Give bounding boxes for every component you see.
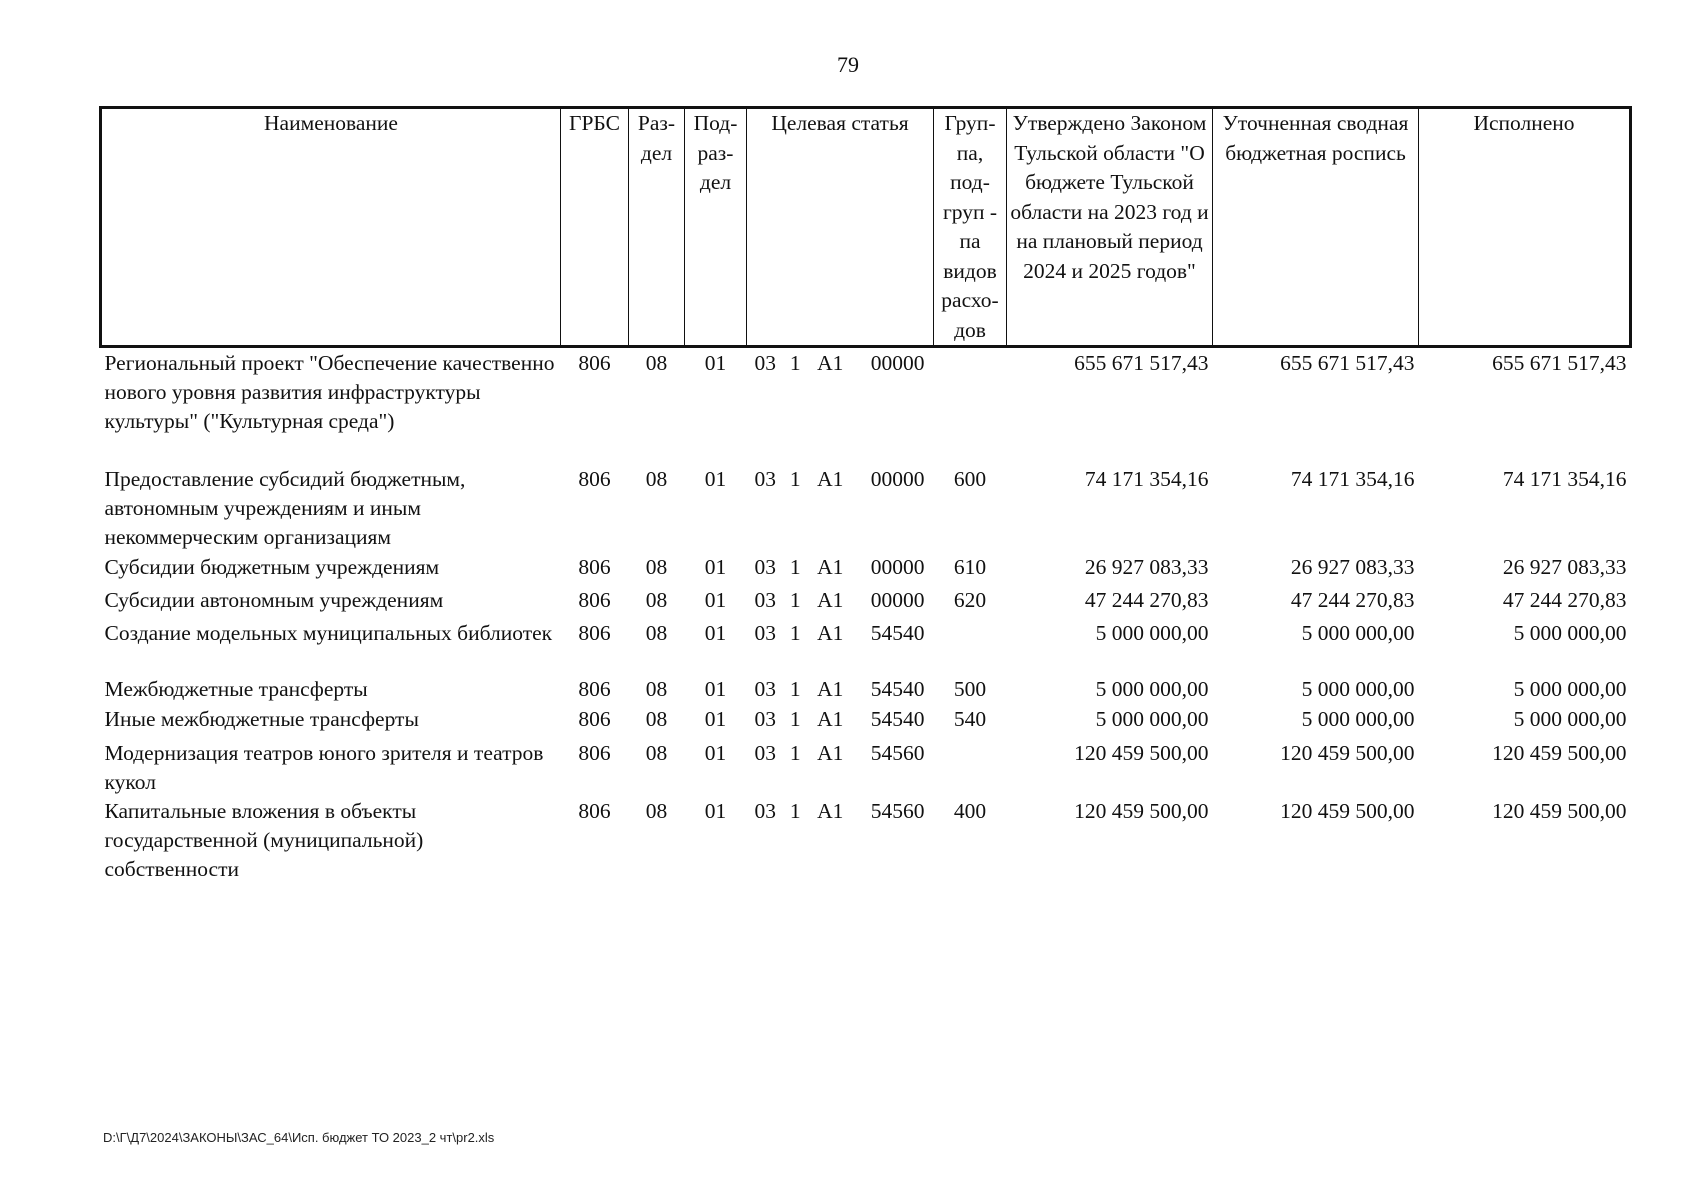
row-name: Создание модельных муниципальных библиотек [104, 620, 553, 645]
row-refined: 5 000 000,00 [1301, 620, 1415, 645]
page-number: 79 [837, 52, 859, 77]
target-subprogram: 1 [789, 466, 801, 491]
row-approved: 120 459 500,00 [1074, 740, 1209, 765]
row-approved: 655 671 517,43 [1074, 351, 1209, 375]
row-approved: 5 000 000,00 [1095, 706, 1209, 731]
target-direction: 54560 [870, 798, 925, 823]
target-program: 03 [754, 706, 776, 731]
target-subprogram: 1 [789, 676, 801, 701]
row-razdel: 08 [645, 706, 668, 731]
row-grbs: 806 [578, 466, 611, 491]
row-executed: 655 671 517,43 [1492, 351, 1627, 375]
row-approved: 26 927 083,33 [1084, 554, 1209, 579]
row-target [747, 553, 934, 586]
row-razdel: 08 [645, 351, 668, 375]
row-group [934, 739, 1007, 797]
row-name: Модернизация театров юного зрителя и театров кукол [104, 740, 544, 794]
row-target [747, 675, 934, 705]
row-group: 540 [953, 706, 987, 731]
table-row [101, 675, 1631, 705]
target-subprogram: 1 [789, 740, 801, 765]
row-name: Субсидии автономным учреждениям [104, 587, 444, 612]
header-approved: Утверждено Законом Тульской области "О бюджете Тульской области на 2023 год и на плановый период 2024 и 2025 годов" [1007, 108, 1213, 347]
target-direction: 54540 [870, 706, 925, 731]
row-refined: 5 000 000,00 [1301, 706, 1415, 731]
table-row [101, 465, 1631, 553]
row-podrazdel: 01 [704, 587, 727, 612]
row-refined: 47 244 270,83 [1290, 587, 1415, 612]
row-grbs: 806 [578, 554, 611, 579]
target-project: А1 [817, 554, 844, 579]
target-subprogram: 1 [789, 351, 801, 375]
row-executed: 47 244 270,83 [1502, 587, 1627, 612]
row-approved: 5 000 000,00 [1095, 676, 1209, 701]
target-program: 03 [754, 676, 776, 701]
target-project: А1 [817, 706, 844, 731]
row-podrazdel: 01 [704, 676, 727, 701]
target-program: 03 [754, 798, 776, 823]
row-podrazdel: 01 [704, 740, 727, 765]
target-program: 03 [754, 587, 776, 612]
row-group: 620 [953, 587, 987, 612]
target-subprogram: 1 [789, 587, 801, 612]
target-direction: 00000 [870, 351, 925, 375]
row-target [747, 586, 934, 619]
row-approved: 74 171 354,16 [1084, 466, 1209, 491]
row-razdel: 08 [645, 740, 668, 765]
row-refined: 74 171 354,16 [1290, 466, 1415, 491]
budget-table [99, 106, 1632, 884]
target-subprogram: 1 [789, 554, 801, 579]
table-row [101, 586, 1631, 619]
row-refined: 655 671 517,43 [1280, 351, 1415, 375]
table-row [101, 347, 1631, 465]
row-name: Капитальные вложения в объекты государственной (муниципальной) собственности [104, 798, 424, 881]
target-project: А1 [817, 620, 844, 645]
table-header-row [101, 108, 1631, 347]
row-razdel: 08 [645, 554, 668, 579]
row-podrazdel: 01 [704, 466, 727, 491]
row-executed: 120 459 500,00 [1492, 740, 1627, 765]
header-grbs: ГРБС [561, 108, 629, 347]
row-approved: 47 244 270,83 [1084, 587, 1209, 612]
target-direction: 00000 [870, 587, 925, 612]
row-group: 500 [953, 676, 987, 701]
row-refined: 120 459 500,00 [1280, 798, 1415, 823]
target-subprogram: 1 [789, 620, 801, 645]
row-podrazdel: 01 [704, 554, 727, 579]
row-target [747, 797, 934, 884]
table-row [101, 797, 1631, 884]
header-executed: Исполнено [1419, 108, 1631, 347]
target-subprogram: 1 [789, 706, 801, 731]
row-target [747, 347, 934, 465]
footer-file-path: D:\Г\Д7\2024\ЗАКОНЫ\ЗАС_64\Исп. бюджет ТО 2023_2 чт\pr2.xls [103, 1130, 495, 1145]
table-row [101, 705, 1631, 739]
target-project: А1 [817, 587, 844, 612]
row-grbs: 806 [578, 706, 611, 731]
header-razdel: Раз-дел [629, 108, 685, 347]
row-group: 610 [953, 554, 987, 579]
target-program: 03 [754, 620, 776, 645]
row-executed: 5 000 000,00 [1513, 620, 1627, 645]
row-executed: 26 927 083,33 [1502, 554, 1627, 579]
row-podrazdel: 01 [704, 798, 727, 823]
target-direction: 54560 [870, 740, 925, 765]
target-subprogram: 1 [789, 798, 801, 823]
target-program: 03 [754, 740, 776, 765]
row-name: Субсидии бюджетным учреждениям [104, 554, 440, 579]
row-grbs: 806 [578, 351, 611, 375]
row-podrazdel: 01 [704, 706, 727, 731]
table-body [101, 347, 1631, 884]
row-target [747, 739, 934, 797]
row-grbs: 806 [578, 620, 611, 645]
row-razdel: 08 [645, 587, 668, 612]
row-target [747, 619, 934, 675]
row-grbs: 806 [578, 676, 611, 701]
row-name: Региональный проект "Обеспечение качественно нового уровня развития инфраструктуры культуры" ("Культурная среда") [104, 351, 555, 433]
row-name: Иные межбюджетные трансферты [104, 706, 419, 731]
row-razdel: 08 [645, 798, 668, 823]
target-program: 03 [754, 554, 776, 579]
target-direction: 54540 [870, 676, 925, 701]
header-group: Груп-па, под-груп - па видов расхо-дов [934, 108, 1007, 347]
row-razdel: 08 [645, 676, 668, 701]
row-podrazdel: 01 [704, 351, 727, 375]
table-row [101, 619, 1631, 675]
target-project: А1 [817, 676, 844, 701]
row-executed: 5 000 000,00 [1513, 676, 1627, 701]
target-direction: 00000 [870, 466, 925, 491]
header-refined: Уточненная сводная бюджетная роспись [1213, 108, 1419, 347]
row-group: 600 [953, 466, 987, 491]
row-executed: 5 000 000,00 [1513, 706, 1627, 731]
row-group [934, 619, 1007, 675]
header-target: Целевая статья [747, 108, 934, 347]
target-direction: 00000 [870, 554, 925, 579]
target-project: А1 [817, 798, 844, 823]
target-program: 03 [754, 466, 776, 491]
row-refined: 26 927 083,33 [1290, 554, 1415, 579]
row-grbs: 806 [578, 740, 611, 765]
row-razdel: 08 [645, 466, 668, 491]
row-name: Предоставление субсидий бюджетным, автономным учреждениям и иным некоммерческим организациям [104, 466, 466, 549]
header-podrazdel: Под-раз-дел [685, 108, 747, 347]
row-refined: 5 000 000,00 [1301, 676, 1415, 701]
header-name: Наименование [101, 108, 561, 347]
target-project: А1 [817, 740, 844, 765]
row-approved: 5 000 000,00 [1095, 620, 1209, 645]
row-executed: 74 171 354,16 [1502, 466, 1627, 491]
row-group [934, 347, 1007, 465]
table-row [101, 739, 1631, 797]
row-razdel: 08 [645, 620, 668, 645]
target-project: А1 [817, 466, 844, 491]
row-refined: 120 459 500,00 [1280, 740, 1415, 765]
row-grbs: 806 [578, 798, 611, 823]
target-program: 03 [754, 351, 776, 375]
target-direction: 54540 [870, 620, 925, 645]
row-group: 400 [953, 798, 987, 823]
table-row [101, 553, 1631, 586]
row-target [747, 465, 934, 553]
row-podrazdel: 01 [704, 620, 727, 645]
row-approved: 120 459 500,00 [1074, 798, 1209, 823]
row-grbs: 806 [578, 587, 611, 612]
row-name: Межбюджетные трансферты [104, 676, 368, 701]
row-target [747, 705, 934, 739]
row-executed: 120 459 500,00 [1492, 798, 1627, 823]
target-project: А1 [817, 351, 844, 375]
